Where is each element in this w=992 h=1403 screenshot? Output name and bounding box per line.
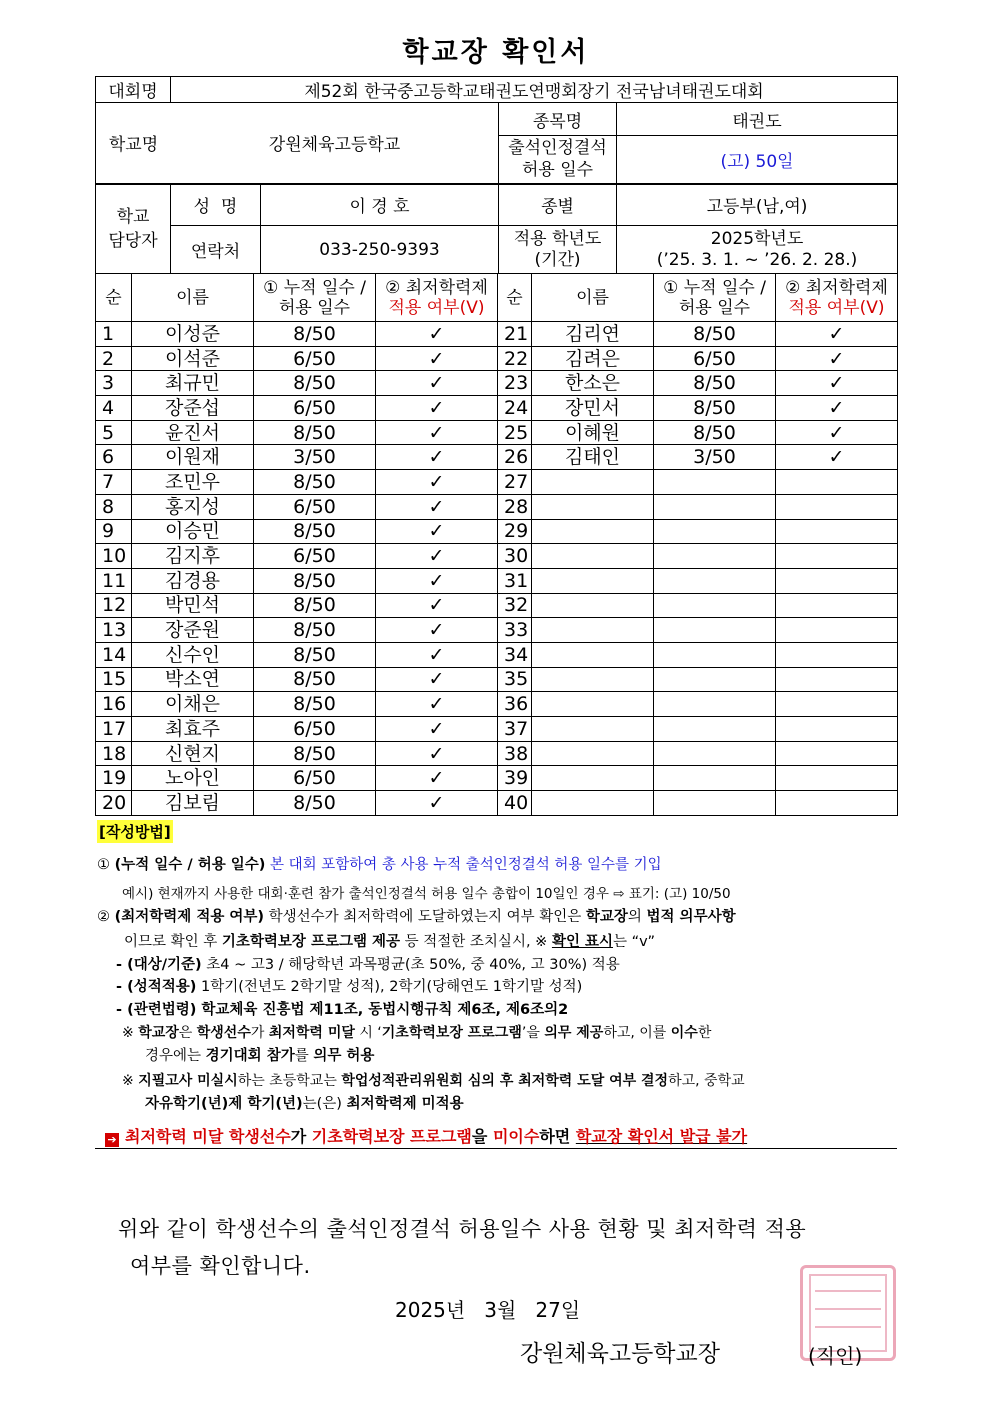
student-name (532, 717, 654, 742)
manager-label: 학교 담당자 (96, 184, 171, 274)
student-num: 4 (96, 396, 132, 421)
header-min: ② 최저학력제 적용 여부(V) (376, 274, 498, 322)
table-row (96, 445, 898, 470)
student-days: 8/50 (254, 642, 376, 667)
student-num: 1 (96, 322, 132, 347)
student-days: 6/50 (254, 717, 376, 742)
year-value: 2025학년도 (’25. 3. 1. ~ ’26. 2. 28.) (617, 226, 898, 274)
check-icon (776, 544, 898, 569)
student-days (654, 692, 776, 717)
check-icon: ✓ (376, 519, 498, 544)
student-num: 39 (498, 766, 532, 791)
student-days: 8/50 (654, 371, 776, 396)
student-name: 노아인 (132, 766, 254, 791)
seal-note: (직인) (808, 1344, 863, 1368)
student-name (532, 667, 654, 692)
header-name-2: 이름 (532, 274, 654, 322)
table-row (96, 346, 898, 371)
table-row (96, 593, 898, 618)
table-row (96, 791, 898, 816)
student-num: 34 (498, 642, 532, 667)
student-num: 12 (96, 593, 132, 618)
student-name: 이혜원 (532, 420, 654, 445)
method-line-1: ① (누적 일수 / 허용 일수) 본 대회 포함하여 총 사용 누적 출석인정결석 허용 일수를 기입 (97, 857, 662, 873)
student-num: 5 (96, 420, 132, 445)
student-name: 김지후 (132, 544, 254, 569)
student-name (532, 519, 654, 544)
student-name: 이석준 (132, 346, 254, 371)
check-icon: ✓ (776, 445, 898, 470)
student-name: 이승민 (132, 519, 254, 544)
check-icon: ✓ (376, 692, 498, 717)
check-icon: ✓ (776, 322, 898, 347)
student-days: 6/50 (254, 346, 376, 371)
student-name: 이원재 (132, 445, 254, 470)
check-icon (776, 667, 898, 692)
table-row (96, 519, 898, 544)
issue-date: 2025년 3월 27일 (395, 1298, 581, 1322)
table-row (96, 667, 898, 692)
table-row (96, 618, 898, 643)
student-days: 8/50 (654, 420, 776, 445)
student-days (654, 642, 776, 667)
student-name: 장준섭 (132, 396, 254, 421)
table-row (96, 322, 898, 347)
student-num: 30 (498, 544, 532, 569)
student-num: 32 (498, 593, 532, 618)
check-icon (776, 519, 898, 544)
check-icon: ✓ (376, 322, 498, 347)
student-name: 윤진서 (132, 420, 254, 445)
check-icon: ✓ (376, 420, 498, 445)
student-num: 40 (498, 791, 532, 816)
student-name: 최규민 (132, 371, 254, 396)
division-value: 고등부(남,여) (617, 184, 898, 226)
student-num: 24 (498, 396, 532, 421)
student-num: 33 (498, 618, 532, 643)
header-days: ① 누적 일수 / 허용 일수 (254, 274, 376, 322)
student-name (532, 494, 654, 519)
student-name (532, 470, 654, 495)
student-num: 19 (96, 766, 132, 791)
check-icon: ✓ (376, 445, 498, 470)
student-num: 22 (498, 346, 532, 371)
warning-line: ➔ 최저학력 미달 학생선수가 기초학력보장 프로그램을 미이수하면 학교장 확인서 발급 불가 (105, 1124, 747, 1147)
students-table (95, 273, 898, 816)
student-days: 6/50 (254, 544, 376, 569)
check-icon: ✓ (776, 420, 898, 445)
student-name: 최효주 (132, 717, 254, 742)
student-num: 35 (498, 667, 532, 692)
header-name: 이름 (132, 274, 254, 322)
student-days: 6/50 (654, 346, 776, 371)
table-row (96, 420, 898, 445)
student-days: 8/50 (254, 741, 376, 766)
student-days: 8/50 (254, 618, 376, 643)
student-days (654, 519, 776, 544)
student-num: 11 (96, 568, 132, 593)
manager-name-label: 성 명 (171, 184, 261, 226)
check-icon: ✓ (376, 667, 498, 692)
table-row (96, 642, 898, 667)
student-num: 36 (498, 692, 532, 717)
school-label: 학교명 (108, 135, 159, 156)
check-icon (776, 766, 898, 791)
method-line-2: 예시) 현재까지 사용한 대회·훈련 참가 출석인정결석 허용 일수 총합이 10일인 경우 ⇨ 표기: (고) 10/50 (122, 886, 731, 902)
student-name: 장민서 (532, 396, 654, 421)
method-line-8: ※ 학교장은 학생선수가 최저학력 미달 시 ‘기초학력보장 프로그램’을 의무 제공하고, 이를 이수한 (122, 1025, 712, 1041)
school-value: 강원체육고등학교 (268, 135, 401, 156)
confirm-line-2: 여부를 확인합니다. (130, 1254, 311, 1278)
method-line-4: 이므로 확인 후 기초학력보장 프로그램 제공 등 적절한 조치실시, ※ 확인 표시는 “v” (124, 934, 655, 950)
check-icon: ✓ (376, 642, 498, 667)
document-title: 학교장 확인서 (402, 37, 590, 68)
divider (95, 1148, 897, 1149)
table-row (96, 568, 898, 593)
student-name (532, 766, 654, 791)
student-days (654, 717, 776, 742)
check-icon: ✓ (376, 741, 498, 766)
student-days (654, 791, 776, 816)
check-icon: ✓ (376, 593, 498, 618)
student-days (654, 568, 776, 593)
student-name (532, 544, 654, 569)
student-days: 8/50 (254, 692, 376, 717)
method-line-3: ② (최저학력제 적용 여부) 학생선수가 최저학력에 도달하였는지 여부 확인은 학교장의 법적 의무사항 (97, 909, 736, 925)
info-table (95, 76, 898, 274)
check-icon (776, 593, 898, 618)
header-num: 순 (96, 274, 132, 322)
student-days: 8/50 (254, 470, 376, 495)
check-icon: ✓ (376, 470, 498, 495)
signer: 강원체육고등학교장 (520, 1341, 720, 1367)
student-num: 17 (96, 717, 132, 742)
event-value: 제52회 한국중고등학교태권도연맹회장기 전국남녀태권도대회 (171, 77, 898, 103)
student-name (532, 791, 654, 816)
check-icon (776, 717, 898, 742)
student-days: 3/50 (654, 445, 776, 470)
method-line-9: 경우에는 경기대회 참가를 의무 허용 (145, 1048, 375, 1064)
check-icon: ✓ (776, 396, 898, 421)
student-name: 이성준 (132, 322, 254, 347)
student-days: 8/50 (254, 791, 376, 816)
table-row (96, 544, 898, 569)
student-days: 8/50 (254, 371, 376, 396)
student-name (532, 692, 654, 717)
check-icon (776, 741, 898, 766)
check-icon (776, 791, 898, 816)
check-icon (776, 692, 898, 717)
student-days: 8/50 (254, 322, 376, 347)
table-row (96, 766, 898, 791)
arrow-box-icon: ➔ (105, 1133, 119, 1147)
check-icon: ✓ (376, 791, 498, 816)
contact-value: 033-250-9393 (261, 226, 499, 274)
method-line-7: - (관련법령) 학교체육 진흥법 제11조, 동법시행규칙 제6조, 제6조의2 (116, 1002, 569, 1018)
student-num: 6 (96, 445, 132, 470)
student-num: 16 (96, 692, 132, 717)
student-days: 8/50 (654, 396, 776, 421)
method-label: [작성방법] (97, 820, 173, 843)
year-label: 적용 학년도 (기간) (499, 226, 617, 274)
check-icon (776, 618, 898, 643)
table-row (96, 741, 898, 766)
sport-label: 종목명 (499, 103, 617, 136)
student-name: 김려은 (532, 346, 654, 371)
table-header-row (96, 274, 898, 322)
method-line-6: - (성적적용) 1학기(전년도 2학기말 성적), 2학기(당해연도 1학기말 성적) (116, 979, 583, 995)
header-min-2: ② 최저학력제 적용 여부(V) (776, 274, 898, 322)
student-name: 신현지 (132, 741, 254, 766)
student-days (654, 544, 776, 569)
student-days: 6/50 (254, 396, 376, 421)
check-icon: ✓ (376, 371, 498, 396)
student-num: 29 (498, 519, 532, 544)
student-days: 8/50 (254, 519, 376, 544)
student-days (654, 593, 776, 618)
student-name (532, 741, 654, 766)
table-row (96, 494, 898, 519)
student-name: 박소연 (132, 667, 254, 692)
student-num: 28 (498, 494, 532, 519)
student-name: 홍지성 (132, 494, 254, 519)
student-days: 6/50 (254, 494, 376, 519)
student-name: 김태인 (532, 445, 654, 470)
student-name: 박민석 (132, 593, 254, 618)
student-days: 8/50 (254, 568, 376, 593)
student-num: 20 (96, 791, 132, 816)
student-name: 장준원 (132, 618, 254, 643)
table-row (96, 470, 898, 495)
student-days (654, 618, 776, 643)
student-days (654, 470, 776, 495)
check-icon: ✓ (376, 618, 498, 643)
method-line-11: 자유학기(년)제 학기(년)는(은) 최저학력제 미적용 (145, 1096, 464, 1112)
check-icon (776, 642, 898, 667)
header-num-2: 순 (498, 274, 532, 322)
student-name: 김리연 (532, 322, 654, 347)
check-icon (776, 470, 898, 495)
student-name: 신수인 (132, 642, 254, 667)
manager-name-value: 이 경 호 (261, 184, 499, 226)
student-name: 김경용 (132, 568, 254, 593)
student-days (654, 741, 776, 766)
student-num: 31 (498, 568, 532, 593)
student-name (532, 642, 654, 667)
check-icon: ✓ (776, 371, 898, 396)
student-num: 26 (498, 445, 532, 470)
student-num: 14 (96, 642, 132, 667)
student-days: 8/50 (254, 420, 376, 445)
student-name: 한소은 (532, 371, 654, 396)
table-row (96, 396, 898, 421)
student-num: 8 (96, 494, 132, 519)
table-row (96, 692, 898, 717)
method-line-10: ※ 지필고사 미실시하는 초등학교는 학업성적관리위원회 심의 후 최저학력 도달 여부 결정하고, 중학교 (122, 1073, 745, 1089)
student-num: 23 (498, 371, 532, 396)
student-num: 38 (498, 741, 532, 766)
student-name: 김보림 (132, 791, 254, 816)
method-line-5: - (대상/기준) 초4 ~ 고3 / 해당학년 과목평균(초 50%, 중 40%, 고 30%) 적용 (116, 957, 620, 973)
contact-label: 연락처 (171, 226, 261, 274)
table-row (96, 371, 898, 396)
confirm-line-1: 위와 같이 학생선수의 출석인정결석 허용일수 사용 현황 및 최저학력 적용 (118, 1217, 807, 1241)
table-row (96, 717, 898, 742)
check-icon: ✓ (376, 766, 498, 791)
check-icon: ✓ (376, 717, 498, 742)
student-num: 25 (498, 420, 532, 445)
student-num: 21 (498, 322, 532, 347)
check-icon: ✓ (376, 346, 498, 371)
allowed-days-label: 출석인정결석 허용 일수 (499, 136, 617, 184)
sport-value: 태권도 (617, 103, 898, 136)
student-name (532, 568, 654, 593)
division-label: 종별 (499, 184, 617, 226)
check-icon: ✓ (376, 544, 498, 569)
student-num: 13 (96, 618, 132, 643)
student-num: 37 (498, 717, 532, 742)
check-icon (776, 494, 898, 519)
student-num: 27 (498, 470, 532, 495)
check-icon: ✓ (376, 396, 498, 421)
student-num: 9 (96, 519, 132, 544)
header-days-2: ① 누적 일수 / 허용 일수 (654, 274, 776, 322)
student-days (654, 766, 776, 791)
student-name (532, 618, 654, 643)
student-num: 2 (96, 346, 132, 371)
student-name: 조민우 (132, 470, 254, 495)
check-icon: ✓ (776, 346, 898, 371)
school-cell (96, 103, 499, 184)
student-name: 이채은 (132, 692, 254, 717)
student-num: 15 (96, 667, 132, 692)
event-label: 대회명 (96, 77, 171, 103)
check-icon: ✓ (376, 494, 498, 519)
student-num: 7 (96, 470, 132, 495)
student-days (654, 667, 776, 692)
check-icon: ✓ (376, 568, 498, 593)
student-days (654, 494, 776, 519)
allowed-days-value: (고) 50일 (617, 136, 898, 184)
student-days: 8/50 (254, 667, 376, 692)
student-num: 18 (96, 741, 132, 766)
check-icon (776, 568, 898, 593)
student-name (532, 593, 654, 618)
student-days: 3/50 (254, 445, 376, 470)
student-days: 8/50 (654, 322, 776, 347)
student-num: 3 (96, 371, 132, 396)
student-days: 6/50 (254, 766, 376, 791)
student-days: 8/50 (254, 593, 376, 618)
student-num: 10 (96, 544, 132, 569)
